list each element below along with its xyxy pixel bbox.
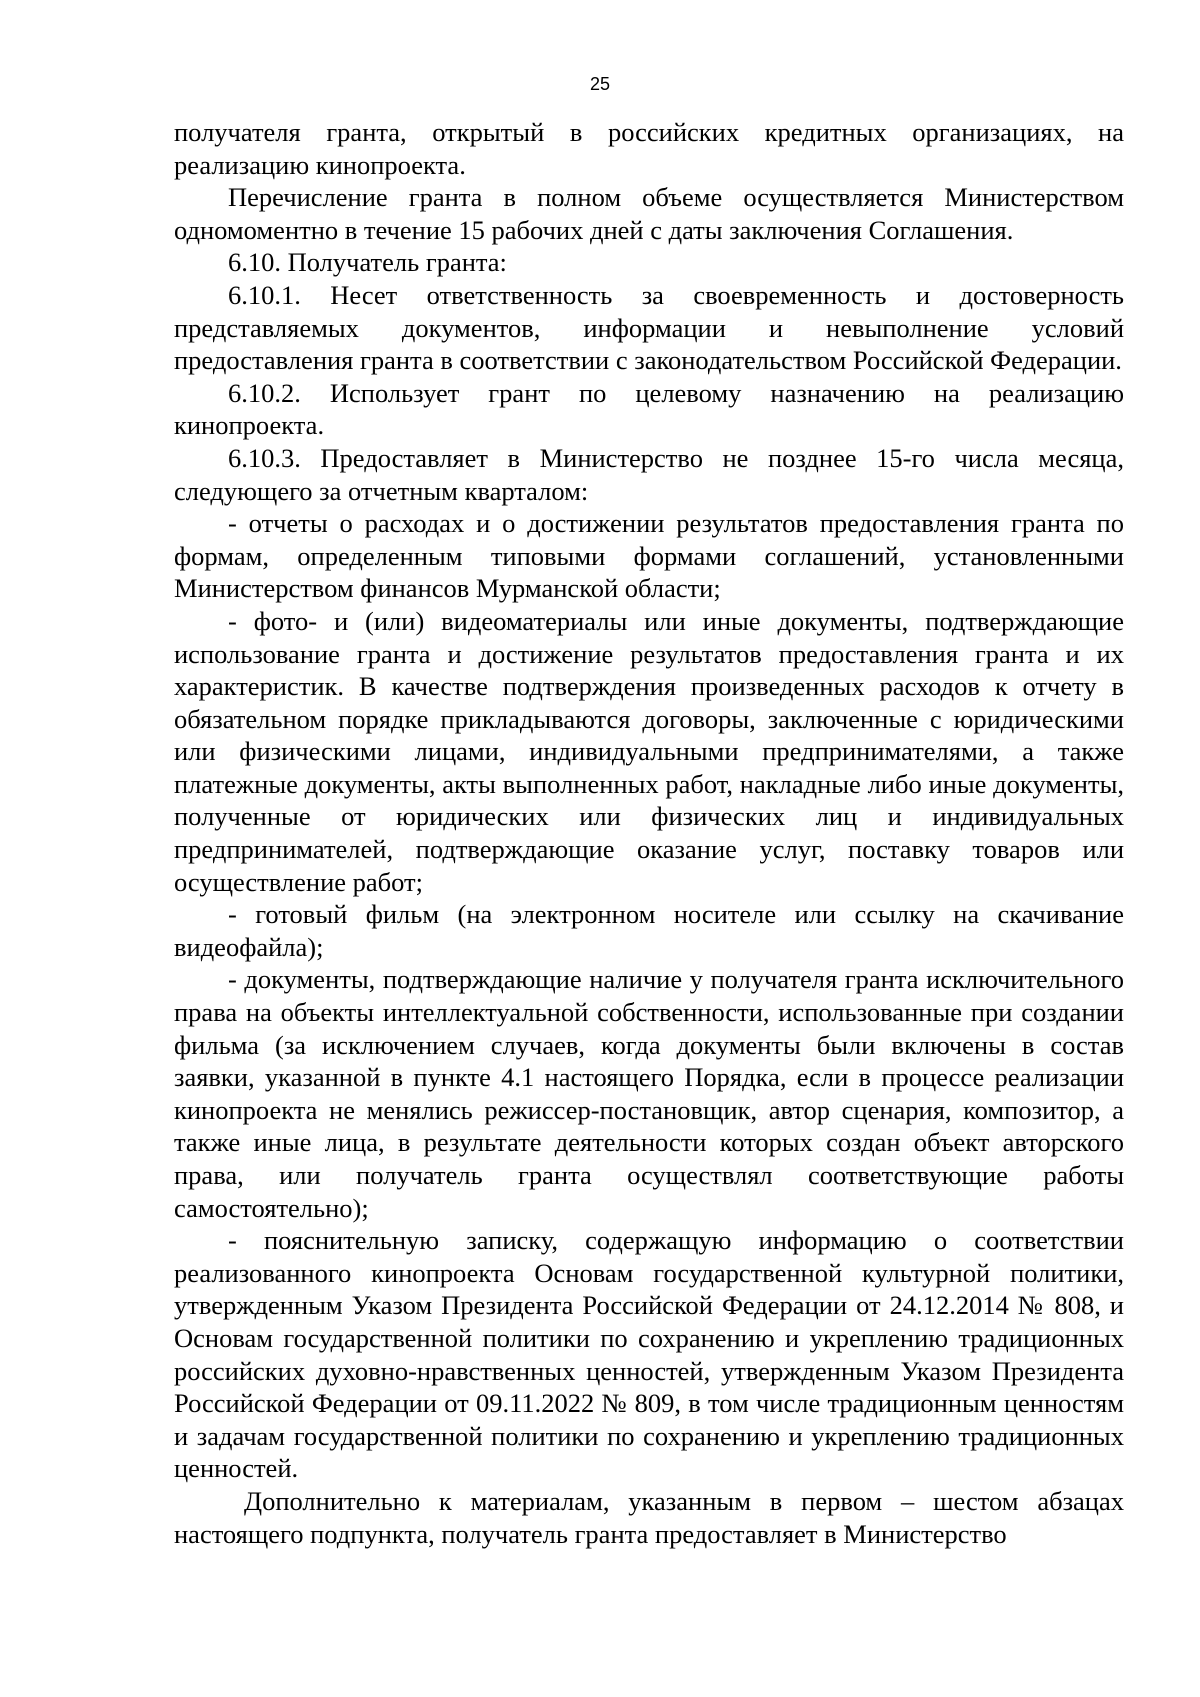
document-body [174, 116, 1124, 1550]
list-item-explanatory-note: - пояснительную записку, содержащую информацию о соответствии реализованного кинопроекта Основам государственной культурной политики, утвержденным Указом Президента Российской Федерации от 24.12.2014 № 808, и Основам государственной политики по сохранению и укреплению традиционных российских духовно-нравственных ценностей, утвержденным Указом Президента Российской Федерации от 09.11.2022 № 809, в том числе традиционным ценностям и задачам государственной политики по сохранению и укреплению традиционных ценностей. [174, 1225, 1124, 1484]
list-item-ip-documents: - документы, подтверждающие наличие у получателя гранта исключительного права на объекты интеллектуальной собственности, использованные при создании фильма (за исключением случаев, когда документы были включены в состав заявки, указанной в пункте 4.1 настоящего Порядка, если в процессе реализации кинопроекта не менялись режиссер-постановщик, автор сценария, композитор, а также иные лица, в результате деятельности которых создан объект авторского права, или получатель гранта осуществлял соответствующие работы самостоятельно); [174, 964, 1124, 1223]
list-item-finished-film: - готовый фильм (на электронном носителе или ссылку на скачивание видеофайла); [174, 899, 1124, 962]
paragraph-6-10-3: 6.10.3. Предоставляет в Министерство не позднее 15-го числа месяца, следующего за отчетным кварталом: [174, 442, 1124, 506]
list-item-reports: - отчеты о расходах и о достижении результатов предоставления гранта по формам, определенным типовыми формами соглашений, установленными Министерством финансов Мурманской области; [174, 508, 1124, 604]
paragraph-6-10-2: 6.10.2. Использует грант по целевому назначению на реализацию кинопроекта. [174, 377, 1124, 441]
paragraph-continuation: получателя гранта, открытый в российских кредитных организациях, на реализацию кинопроекта. [174, 117, 1124, 180]
paragraph-6-10: 6.10. Получатель гранта: [228, 247, 507, 278]
paragraph-6-10-1: 6.10.1. Несет ответственность за своевременность и достоверность представляемых документов, информации и невыполнение условий предоставления гранта в соответствии с законодательством Российской Федерации. [174, 279, 1124, 376]
page-number: 25 [589, 74, 611, 94]
list-item-photo-video: - фото- и (или) видеоматериалы или иные документы, подтверждающие использование гранта и достижение результатов предоставления гранта и их характеристик. В качестве подтверждения произведенных расходов к отчету в обязательном порядке прикладываются договоры, заключенные с юридическими или физическими лицами, индивидуальными предпринимателями, а также платежные документы, акты выполненных работ, накладные либо иные документы, полученные от юридических или физических лиц и индивидуальных предпринимателей, подтверждающие оказание услуг, поставку товаров или осуществление работ; [174, 605, 1124, 897]
paragraph-grant-transfer: Перечисление гранта в полном объеме осуществляется Министерством одномоментно в течение 15 рабочих дней с даты заключения Соглашения. [174, 182, 1124, 245]
paragraph-additional: Дополнительно к материалам, указанным в первом – шестом абзацах настоящего подпункта, получатель гранта предоставляет в Министерство [174, 1485, 1124, 1549]
